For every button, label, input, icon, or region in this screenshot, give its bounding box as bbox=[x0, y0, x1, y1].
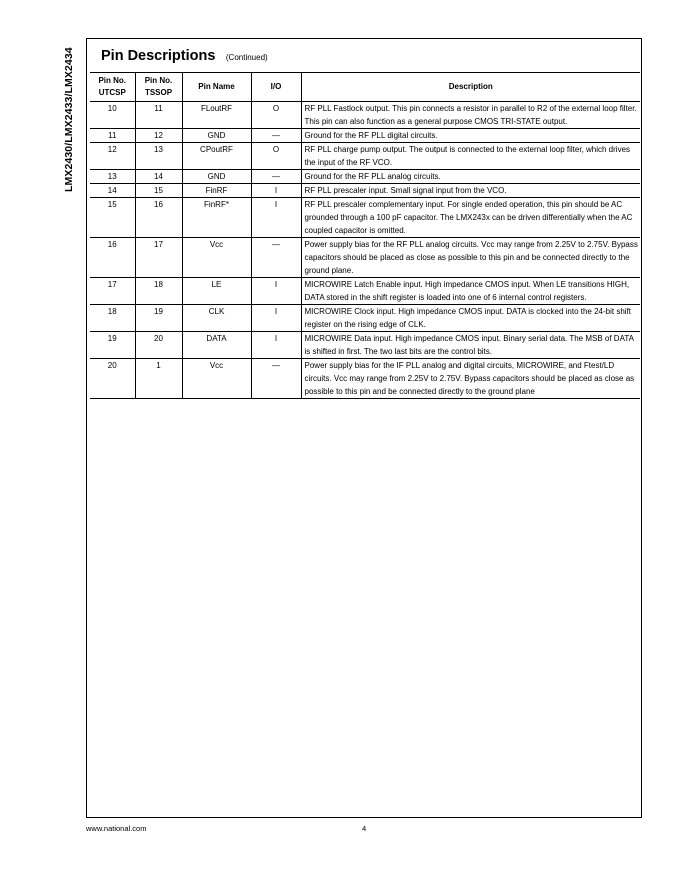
cell-pin-utcsp: 13 bbox=[107, 172, 117, 181]
table-row bbox=[90, 184, 640, 198]
side-title: LMX2430/LMX2433/LMX2434 bbox=[63, 47, 75, 192]
cell-io: O bbox=[251, 102, 301, 129]
cell-io: I bbox=[251, 305, 301, 332]
table-body bbox=[90, 102, 640, 399]
cell-io: I bbox=[251, 278, 301, 305]
header-pin-name: Pin Name bbox=[182, 73, 251, 102]
cell-pin-name: FinRF* bbox=[182, 198, 251, 238]
cell-pin-tssop: 13 bbox=[135, 143, 182, 170]
cell-description: RF PLL Fastlock output. This pin connects a resistor in parallel to R2 of the external loop filter. This pin can also function as a general purpose CMOS TRI-STATE output. bbox=[301, 102, 640, 129]
cell-description: Ground for the RF PLL digital circuits. bbox=[301, 129, 640, 143]
cell-io: I bbox=[251, 332, 301, 359]
header-pin-utcsp bbox=[90, 73, 135, 102]
cell-description: MICROWIRE Clock input. High impedance CMOS input. DATA is clocked into the 24-bit shift register on the rising edge of CLK. bbox=[301, 305, 640, 332]
section-subtitle: (Continued) bbox=[225, 53, 268, 62]
cell-pin-utcsp: 12 bbox=[107, 145, 117, 154]
cell-pin-name: DATA bbox=[182, 332, 251, 359]
table-row bbox=[90, 278, 640, 305]
cell-pin-tssop: 15 bbox=[135, 184, 182, 198]
cell-pin-utcsp: 17 bbox=[107, 280, 117, 289]
cell-pin-name: GND bbox=[182, 129, 251, 143]
cell-description: RF PLL prescaler input. Small signal input from the VCO. bbox=[301, 184, 640, 198]
cell-description: Power supply bias for the RF PLL analog circuits. Vcc may range from 2.25V to 2.75V. Bypass capacitors should be placed as close as possible to this pin and be connected directly to the ground plane. bbox=[301, 238, 640, 278]
cell-description: Power supply bias for the IF PLL analog and digital circuits, MICROWIRE, and Ftest/LD circuits. Vcc may range from 2.25V to 2.75V. Bypass capacitors should be placed as close as possible to this pin and be connected directly to the ground plane bbox=[301, 359, 640, 399]
header-pin-utcsp-line1: Pin No. bbox=[98, 76, 127, 85]
header-pin-tssop bbox=[135, 73, 182, 102]
table-row bbox=[90, 129, 640, 143]
table-row bbox=[90, 238, 640, 278]
cell-pin-utcsp: 16 bbox=[107, 240, 117, 249]
cell-pin-utcsp: 10 bbox=[107, 104, 117, 113]
cell-pin-utcsp: 15 bbox=[107, 200, 117, 209]
cell-pin-name: FLoutRF bbox=[182, 102, 251, 129]
table-row bbox=[90, 143, 640, 170]
cell-pin-tssop: 11 bbox=[135, 102, 182, 129]
table-row bbox=[90, 198, 640, 238]
cell-pin-name: Vcc bbox=[182, 359, 251, 399]
cell-pin-name: Vcc bbox=[182, 238, 251, 278]
cell-pin-tssop: 1 bbox=[135, 359, 182, 399]
table-row bbox=[90, 332, 640, 359]
table-header-row bbox=[90, 73, 640, 102]
cell-description: MICROWIRE Data input. High impedance CMOS input. Binary serial data. The MSB of DATA is shifted in first. The two last bits are the control bits. bbox=[301, 332, 640, 359]
cell-pin-tssop: 12 bbox=[135, 129, 182, 143]
header-pin-utcsp-line2: UTCSP bbox=[98, 88, 126, 97]
cell-pin-tssop: 19 bbox=[135, 305, 182, 332]
table-row bbox=[90, 102, 640, 129]
cell-pin-utcsp: 14 bbox=[107, 186, 117, 195]
cell-io: O bbox=[251, 143, 301, 170]
cell-io: — bbox=[251, 359, 301, 399]
cell-pin-utcsp: 11 bbox=[108, 131, 117, 140]
footer-website: www.national.com bbox=[86, 824, 147, 833]
cell-io: — bbox=[251, 129, 301, 143]
table-row bbox=[90, 359, 640, 399]
cell-io: — bbox=[251, 170, 301, 184]
cell-pin-utcsp: 19 bbox=[107, 334, 117, 343]
cell-pin-tssop: 17 bbox=[135, 238, 182, 278]
cell-pin-tssop: 18 bbox=[135, 278, 182, 305]
cell-pin-tssop: 20 bbox=[135, 332, 182, 359]
cell-io: I bbox=[251, 198, 301, 238]
cell-pin-utcsp: 18 bbox=[107, 307, 117, 316]
cell-pin-name: CLK bbox=[182, 305, 251, 332]
header-pin-tssop-line1: Pin No. bbox=[144, 76, 173, 85]
cell-pin-name: CPoutRF bbox=[182, 143, 251, 170]
cell-pin-name: FinRF bbox=[182, 184, 251, 198]
table-row bbox=[90, 305, 640, 332]
cell-pin-utcsp: 20 bbox=[107, 361, 117, 370]
cell-pin-tssop: 16 bbox=[135, 198, 182, 238]
footer-page-number: 4 bbox=[362, 824, 367, 833]
cell-io: — bbox=[251, 238, 301, 278]
cell-description: RF PLL charge pump output. The output is connected to the external loop filter, which drives the input of the RF VCO. bbox=[301, 143, 640, 170]
cell-pin-tssop: 14 bbox=[135, 170, 182, 184]
cell-pin-name: GND bbox=[182, 170, 251, 184]
header-io: I/O bbox=[251, 73, 301, 102]
header-pin-tssop-line2: TSSOP bbox=[144, 88, 173, 97]
pin-descriptions-table bbox=[90, 72, 640, 399]
cell-io: I bbox=[251, 184, 301, 198]
cell-description: RF PLL prescaler complementary input. For single ended operation, this pin should be AC grounded through a 100 pF capacitor. The LMX243x can be driven differentially when the AC coupled capacitor is omitted. bbox=[301, 198, 640, 238]
section-title: Pin Descriptions bbox=[101, 48, 216, 64]
section-heading bbox=[101, 47, 268, 65]
cell-description: MICROWIRE Latch Enable input. High impedance CMOS input. When LE transitions HIGH, DATA stored in the shift register is loaded into one of 6 internal control registers. bbox=[301, 278, 640, 305]
cell-description: Ground for the RF PLL analog circuits. bbox=[301, 170, 640, 184]
header-description: Description bbox=[301, 73, 640, 102]
cell-pin-name: LE bbox=[182, 278, 251, 305]
content-frame bbox=[86, 38, 642, 818]
table-row bbox=[90, 170, 640, 184]
